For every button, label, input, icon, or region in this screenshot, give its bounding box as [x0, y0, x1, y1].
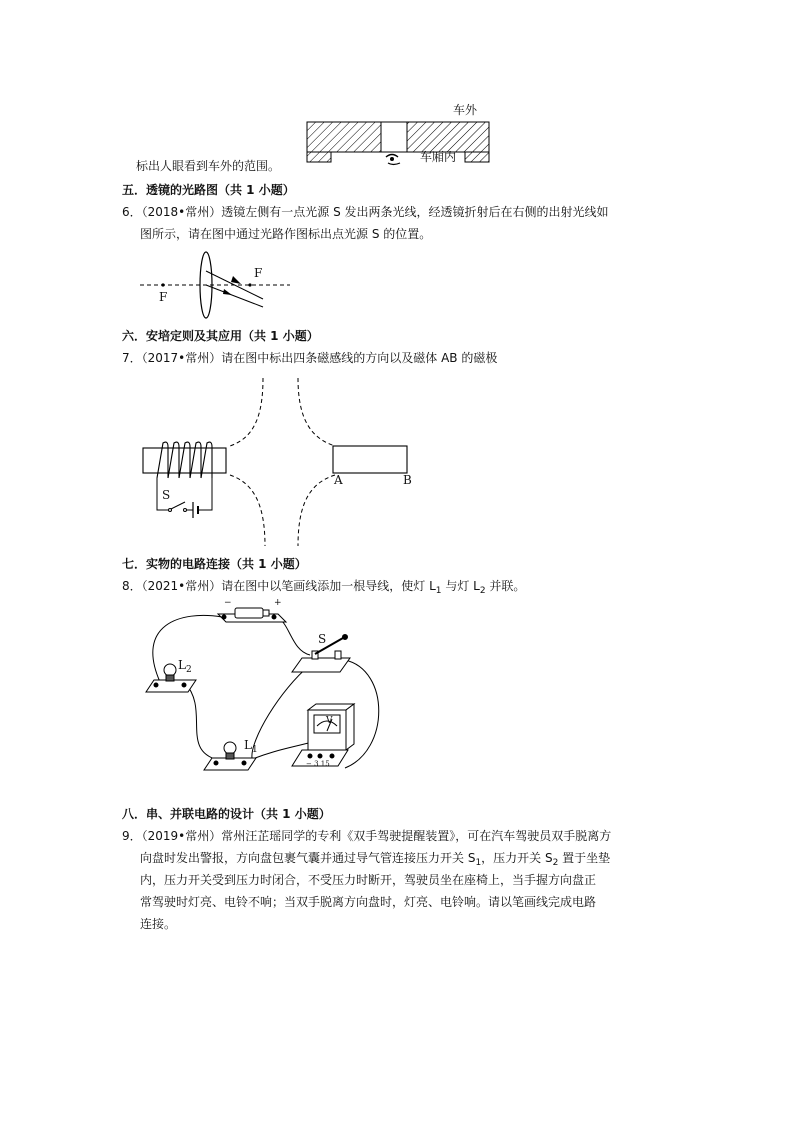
circuit-figure	[140, 600, 400, 785]
car-outside-label: 车外	[453, 103, 478, 117]
refracted-ray-2	[206, 285, 263, 307]
lamp-l2-label: $L_2$	[178, 658, 192, 675]
q9-line-5: 连接。	[140, 917, 177, 931]
lamp-l1-label: $L_1$	[244, 738, 258, 755]
field-line-bottom-left	[230, 475, 265, 546]
switch-lever	[171, 502, 185, 509]
magnet-a-label: A	[334, 473, 343, 487]
q5-tail-text: 标出人眼看到车外的范围。	[136, 159, 281, 173]
battery	[218, 608, 286, 622]
focus-right-label: F	[254, 266, 263, 280]
car-window-opening	[381, 122, 407, 152]
section-8-heading: 八．串、并联电路的设计（共 1 小题）	[122, 807, 331, 821]
solenoid-core	[143, 448, 226, 473]
q9-line-4: 常驾驶时灯亮、电铃不响；当双手脱离方向盘时，灯亮、电铃响。请以笔画线完成电路	[140, 895, 597, 909]
magnet-b-label: B	[403, 473, 412, 487]
section-5-heading: 五．透镜的光路图（共 1 小题）	[122, 183, 295, 197]
wire-switch-lamp1	[252, 665, 310, 758]
car-wall-left	[307, 122, 381, 152]
magnet-figure	[135, 378, 425, 548]
voltmeter	[292, 704, 354, 766]
field-line-top-left	[230, 378, 263, 446]
q9-line-1: 9．（2019•常州）常州汪芷瑶同学的专利《双手驾驶提醒装置》，可在汽车驾驶员双手脱离方	[122, 829, 612, 843]
wire-lamp2-lamp1	[185, 683, 218, 760]
section-6-heading: 六．安培定则及其应用（共 1 小题）	[122, 329, 319, 343]
section-7-heading: 七．实物的电路连接（共 1 小题）	[122, 557, 307, 571]
battery-plus-label: +	[274, 598, 282, 608]
lens-figure	[135, 245, 295, 320]
switch-s-label: S	[318, 632, 327, 646]
voltmeter-terminals: − 3 15	[306, 760, 330, 768]
q9-line-3: 内，压力开关受到压力时闭合，不受压力时断开，驾驶员坐在座椅上，当手握方向盘正	[140, 873, 597, 887]
q7-line-1: 7．（2017•常州）请在图中标出四条磁感线的方向以及磁体 AB 的磁极	[122, 351, 498, 365]
focus-left-label: F	[159, 290, 168, 304]
field-line-bottom-right	[298, 475, 335, 546]
q9-line-2: 向盘时发出警报，方向盘包裹气囊并通过导气管连接压力开关 $S_1$，压力开关 $S_2$ 置于坐垫	[140, 851, 611, 868]
q6-line-1: 6．（2018•常州）透镜左侧有一点光源 S 发出两条光线，经透镜折射后在右侧的出射光线如	[122, 205, 609, 219]
car-inside-label: 车厢内	[420, 150, 457, 164]
field-line-top-right	[298, 378, 335, 446]
wire-battery-switch	[275, 617, 310, 655]
q6-line-2: 图所示，请在图中通过光路作图标出点光源 S 的位置。	[140, 227, 432, 241]
voltmeter-symbol: V	[326, 716, 333, 726]
eye-icon	[386, 155, 400, 165]
q8-line-1: 8．（2021•常州）请在图中以笔画线添加一根导线，使灯 $L_1$ 与灯 $L_2$ 并联。	[122, 579, 526, 596]
magnet-ab	[333, 446, 407, 473]
switch-s-label: S	[162, 488, 171, 502]
battery-minus-label: −	[224, 598, 232, 608]
